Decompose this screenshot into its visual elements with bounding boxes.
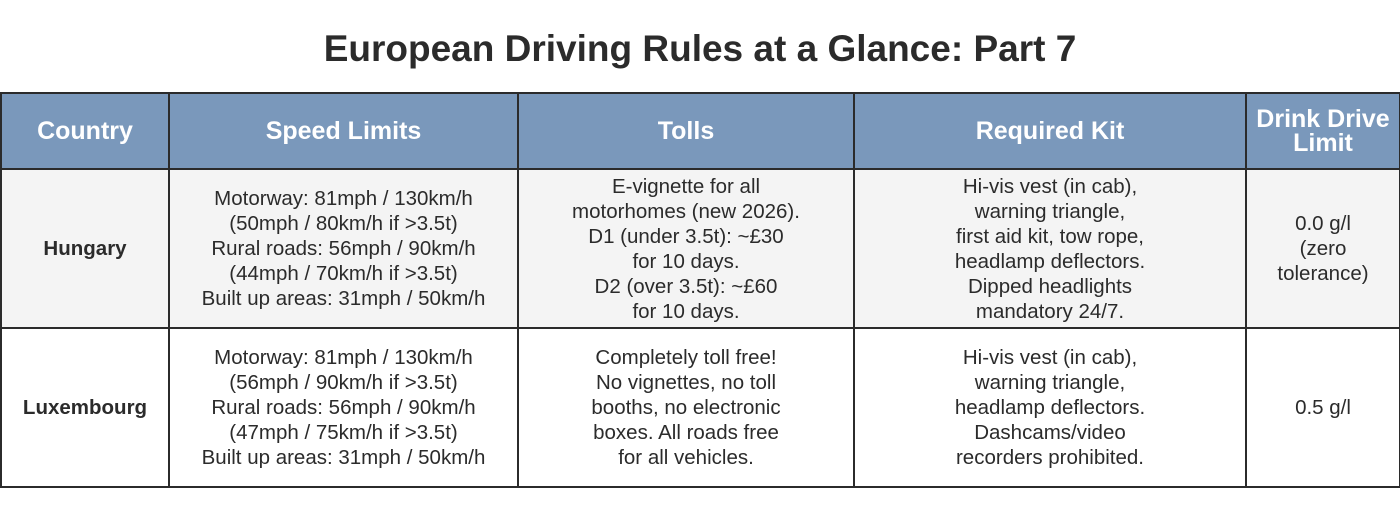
cell-line: mandatory 24/7. [975, 299, 1125, 323]
cell-line: warning triangle, [974, 199, 1126, 223]
cell-line: Built up areas: 31mph / 50km/h [201, 446, 486, 469]
column-header-drink-drive-limit: Drink Drive Limit [1246, 93, 1400, 169]
tolls-cell [518, 328, 854, 487]
page-title: European Driving Rules at a Glance: Part 7 [323, 28, 1077, 69]
cell-line: Dipped headlights [967, 274, 1133, 298]
country-cell: Luxembourg [1, 328, 169, 487]
cell-line: for all vehicles. [618, 446, 754, 469]
cell-line: (50mph / 80km/h if >3.5t) [229, 212, 458, 235]
cell-line: Motorway: 81mph / 130km/h [214, 346, 473, 369]
cell-line: Dashcams/video [974, 421, 1126, 444]
cell-line: tolerance) [1277, 262, 1369, 285]
cell-line: booths, no electronic [591, 396, 781, 419]
cell-line: headlamp deflectors. [954, 249, 1146, 273]
required-kit-cell [854, 328, 1246, 487]
cell-line: warning triangle, [974, 371, 1126, 394]
cell-line: Motorway: 81mph / 130km/h [214, 187, 473, 210]
cell-line: (56mph / 90km/h if >3.5t) [229, 371, 458, 394]
column-header-country: Country [1, 93, 169, 169]
speed-limits-cell [169, 169, 518, 328]
cell-line: motorhomes (new 2026). [572, 199, 800, 223]
cell-line: 0.0 g/l [1295, 212, 1351, 235]
cell-line: for 10 days. [632, 249, 740, 273]
table-header-row [1, 93, 1400, 169]
cell-line: Rural roads: 56mph / 90km/h [211, 237, 476, 260]
required-kit-cell [854, 169, 1246, 328]
cell-line: first aid kit, tow rope, [956, 224, 1144, 248]
cell-line: E-vignette for all [611, 174, 761, 198]
cell-line: Rural roads: 56mph / 90km/h [211, 396, 476, 419]
cell-line: (zero [1299, 237, 1347, 260]
cell-line: for 10 days. [632, 299, 740, 323]
cell-line: Hi-vis vest (in cab), [962, 174, 1138, 198]
column-header-tolls: Tolls [518, 93, 854, 169]
cell-line: 0.5 g/l [1295, 396, 1351, 419]
cell-line: boxes. All roads free [593, 421, 779, 444]
table-row-luxembourg [1, 328, 1400, 487]
drink-drive-limit-cell [1246, 169, 1400, 328]
cell-line: No vignettes, no toll [595, 371, 777, 394]
cell-line: Built up areas: 31mph / 50km/h [201, 287, 486, 310]
tolls-cell [518, 169, 854, 328]
cell-line: headlamp deflectors. [954, 396, 1146, 419]
table-row-hungary [1, 169, 1400, 328]
speed-limits-cell [169, 328, 518, 487]
cell-line: (47mph / 75km/h if >3.5t) [229, 421, 458, 444]
column-header-required-kit: Required Kit [854, 93, 1246, 169]
drink-drive-limit-cell [1246, 328, 1400, 487]
driving-rules-table [0, 92, 1400, 488]
cell-line: (44mph / 70km/h if >3.5t) [229, 262, 458, 285]
cell-line: Hi-vis vest (in cab), [962, 346, 1138, 369]
column-header-speed-limits: Speed Limits [169, 93, 518, 169]
cell-line: recorders prohibited. [955, 446, 1144, 469]
cell-line: Completely toll free! [595, 346, 777, 369]
cell-line: D1 (under 3.5t): ~£30 [588, 224, 784, 248]
cell-line: D2 (over 3.5t): ~£60 [594, 274, 778, 298]
country-cell: Hungary [1, 169, 169, 328]
